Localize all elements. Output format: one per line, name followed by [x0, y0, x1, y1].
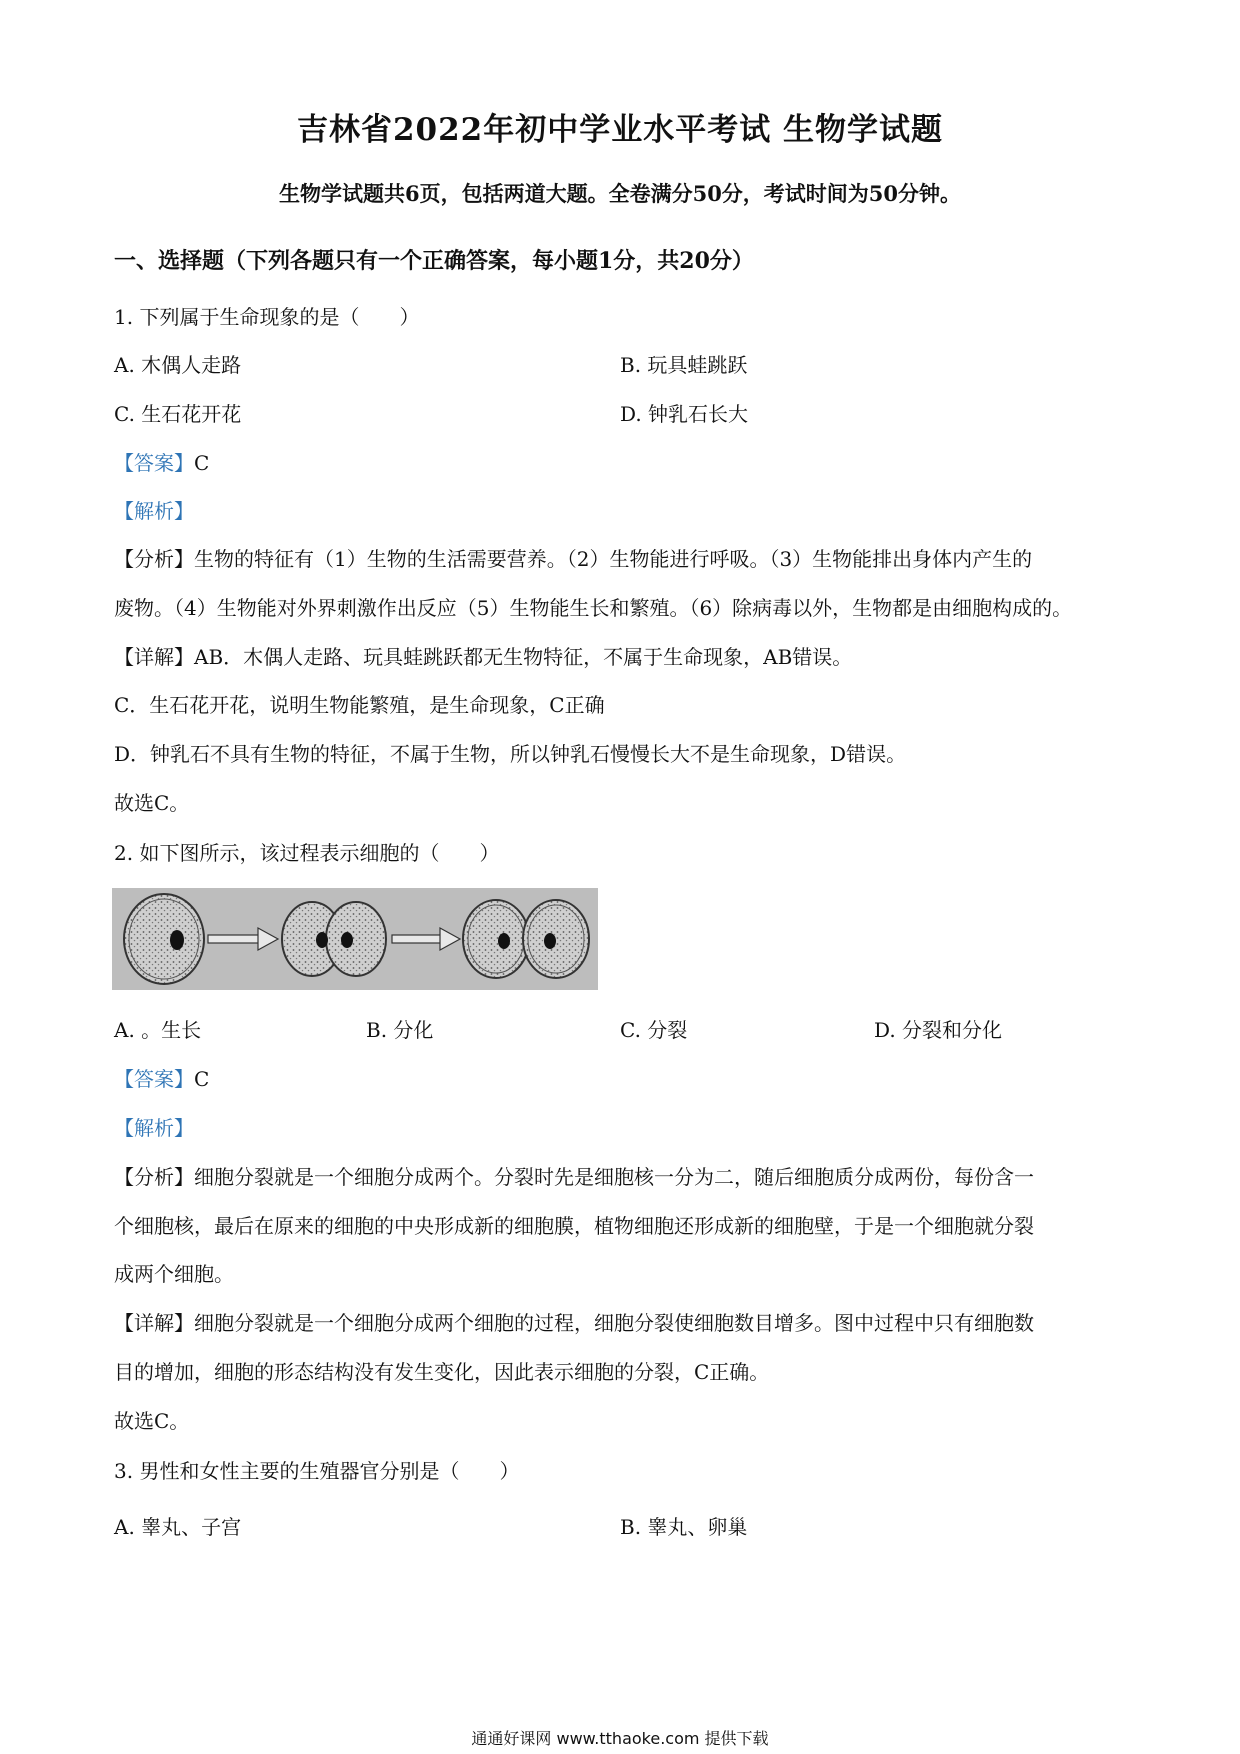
- question-1-analysis-line: 【详解】AB．木偶人走路、玩具蛙跳跃都无生物特征，不属于生命现象，AB错误。: [114, 645, 853, 669]
- question-1-stem: 1. 下列属于生命现象的是（ ）: [114, 305, 420, 329]
- question-2-option-b: B. 分化: [366, 1018, 434, 1042]
- question-2-analysis-label: 【解析】: [114, 1116, 194, 1140]
- question-1-option-c: C. 生石花开花: [114, 402, 242, 426]
- question-1-analysis-line: D．钟乳石不具有生物的特征，不属于生物，所以钟乳石慢慢长大不是生命现象，D错误。: [114, 742, 907, 766]
- question-1-analysis-line: C．生石花开花，说明生物能繁殖，是生命现象，C正确: [114, 693, 605, 717]
- answer-value: C: [194, 1067, 210, 1091]
- question-1-option-a: A. 木偶人走路: [114, 353, 242, 377]
- answer-value: C: [194, 451, 210, 475]
- question-2-answer: [114, 1066, 209, 1092]
- question-1-analysis-line: 废物。（4）生物能对外界刺激作出反应（5）生物能生长和繁殖。（6）除病毒以外，生物都是由细胞构成的。: [114, 596, 1073, 620]
- question-2-analysis-line: 故选C。: [114, 1409, 190, 1433]
- exam-subtitle: 生物学试题共6页，包括两道大题。全卷满分50分，考试时间为50分钟。: [278, 181, 962, 206]
- page-title: 吉林省2022年初中学业水平考试 生物学试题: [296, 112, 944, 148]
- question-2-stem: 2. 如下图所示，该过程表示细胞的（ ）: [114, 841, 500, 865]
- dividing-cell: [282, 902, 386, 976]
- page-footer: 通通好课网 www.tthaoke.com 提供下载: [471, 1729, 769, 1748]
- question-1-analysis-line: 故选C。: [114, 791, 190, 815]
- answer-label: 【答案】: [114, 1067, 194, 1091]
- question-2-analysis-line: 个细胞核，最后在原来的细胞的中央形成新的细胞膜，植物细胞还形成新的细胞壁，于是一个细胞就分裂: [114, 1214, 1034, 1238]
- question-2-analysis-line: 【分析】细胞分裂就是一个细胞分成两个。分裂时先是细胞核一分为二，随后细胞质分成两份，每份含一: [114, 1165, 1034, 1189]
- question-1-analysis-label: 【解析】: [114, 499, 194, 523]
- question-2-options-row: [114, 1017, 1114, 1043]
- question-2-option-a: A. 。生长: [114, 1018, 202, 1042]
- question-2-option-c: C. 分裂: [620, 1018, 688, 1042]
- answer-label: 【答案】: [114, 451, 194, 475]
- question-3-option-b: B. 睾丸、卵巢: [620, 1515, 748, 1539]
- question-3-stem: 3. 男性和女性主要的生殖器官分别是（ ）: [114, 1459, 520, 1483]
- question-1-answer: [114, 450, 209, 476]
- cell-division-figure: [112, 888, 598, 990]
- question-2-analysis-line: 成两个细胞。: [114, 1262, 234, 1286]
- single-cell: [124, 894, 204, 984]
- question-1-option-b: B. 玩具蛙跳跃: [620, 353, 748, 377]
- question-2-option-d: D. 分裂和分化: [874, 1018, 1003, 1042]
- question-2-analysis-line: 目的增加，细胞的形态结构没有发生变化，因此表示细胞的分裂，C正确。: [114, 1360, 770, 1384]
- question-1-option-d: D. 钟乳石长大: [620, 402, 749, 426]
- question-1-analysis-line: 【分析】生物的特征有（1）生物的生活需要营养。（2）生物能进行呼吸。（3）生物能排出身体内产生的: [114, 547, 1033, 571]
- question-2-analysis-line: 【详解】细胞分裂就是一个细胞分成两个细胞的过程，细胞分裂使细胞数目增多。图中过程中只有细胞数: [114, 1311, 1034, 1335]
- question-3-option-a: A. 睾丸、子宫: [114, 1515, 242, 1539]
- section-heading-choice: 一、选择题（下列各题只有一个正确答案，每小题1分，共20分）: [114, 248, 754, 274]
